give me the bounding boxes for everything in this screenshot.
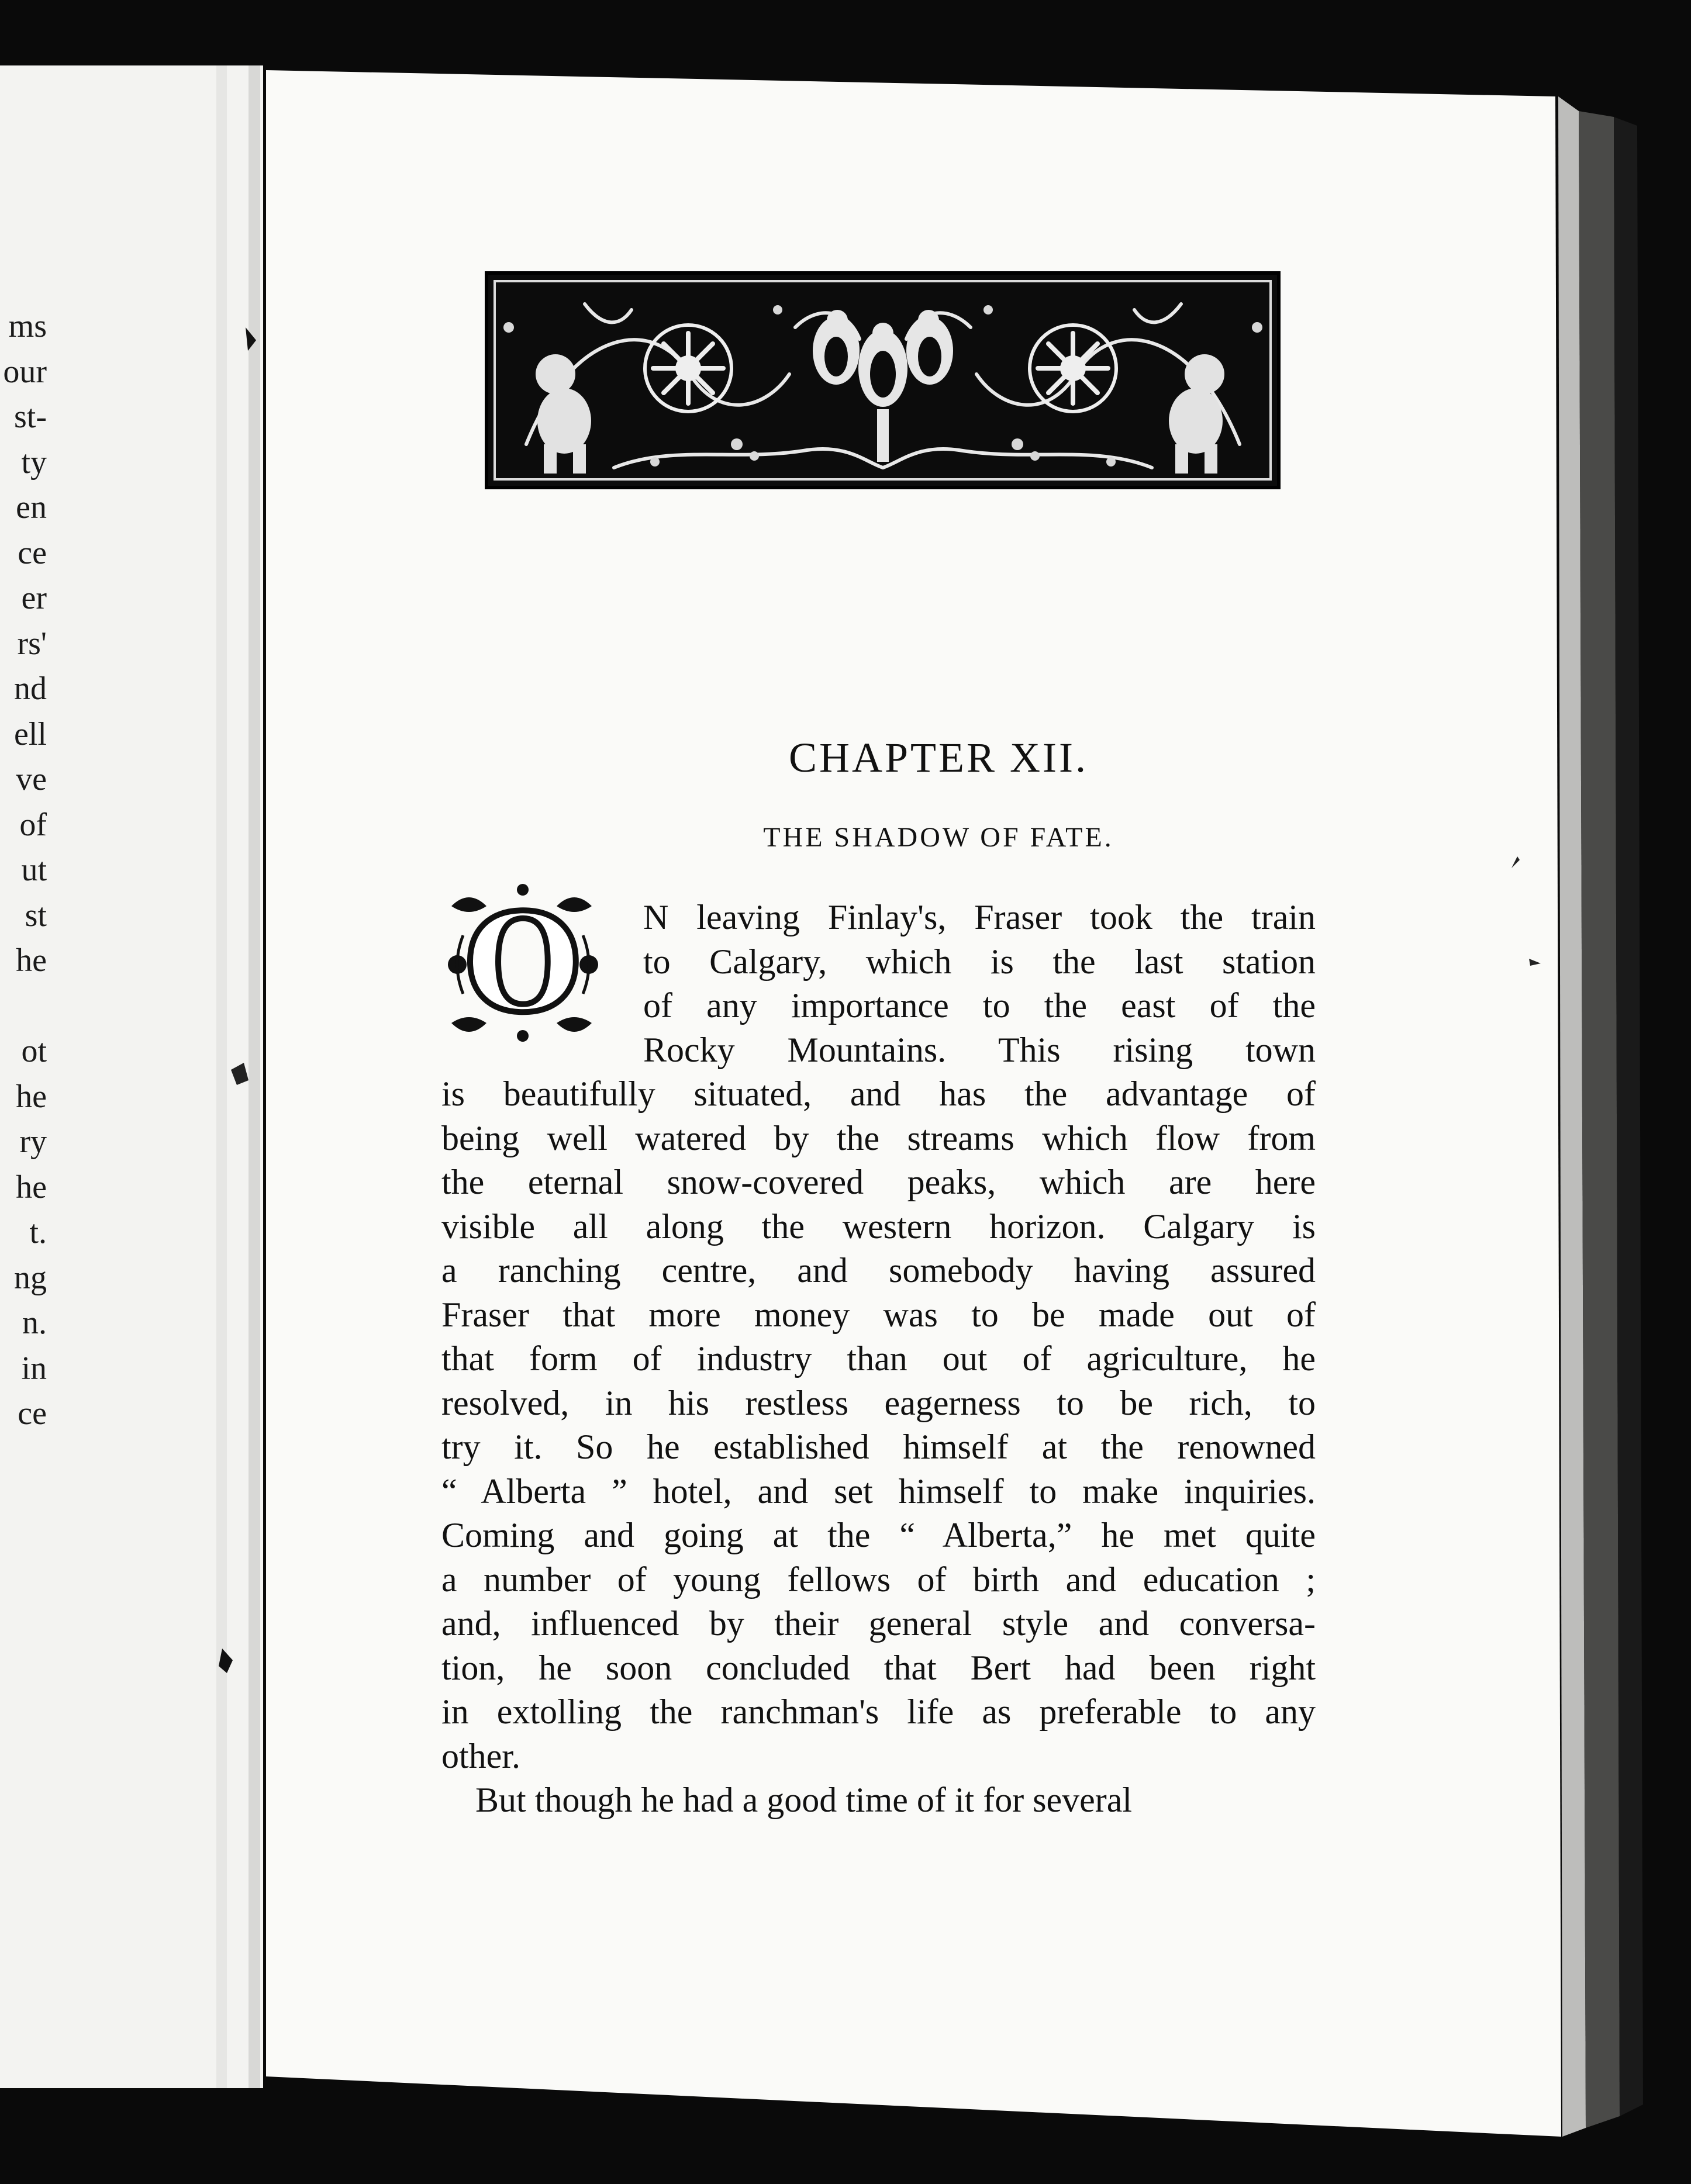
previous-page-fragment: t.	[29, 1214, 47, 1250]
text-line: in extolling the ranchman's life as preferable to any	[441, 1692, 1316, 1731]
text-line: is beautifully situated, and has the advantage of	[441, 1074, 1316, 1113]
text-line: But though he had a good time of it for several	[475, 1781, 1133, 1819]
text-line: the eternal snow-covered peaks, which are here	[441, 1163, 1316, 1201]
text-line: Fraser that more money was to be made out of	[441, 1295, 1316, 1334]
previous-page-fragment: our	[3, 353, 47, 390]
previous-page-fragment: ce	[18, 534, 47, 571]
previous-page-fragment: ve	[16, 761, 47, 797]
previous-page-fragment: er	[21, 580, 47, 616]
text-line: a number of young fellows of birth and education ;	[441, 1560, 1316, 1599]
previous-page-fragment: n.	[22, 1305, 47, 1341]
drop-cap-letter: O	[464, 884, 582, 1042]
text-line: being well watered by the streams which flow from	[441, 1118, 1316, 1157]
previous-page-fragment: rs'	[17, 625, 47, 662]
previous-page-fragment: st	[25, 897, 47, 934]
previous-page-fragment: st-	[14, 399, 47, 435]
previous-page-fragment: ot	[21, 1033, 47, 1069]
previous-page-fragment: ell	[14, 716, 47, 752]
text-line: that form of industry than out of agriculture, he	[441, 1339, 1316, 1378]
text-line: and, influenced by their general style and conversa-	[441, 1604, 1316, 1643]
previous-page-fragment: in	[21, 1350, 47, 1387]
text-line: other.	[441, 1736, 520, 1775]
previous-page-fragment: ty	[21, 444, 47, 481]
previous-page-fragment: ce	[18, 1395, 47, 1432]
previous-page-text	[0, 304, 47, 1437]
left-rosette	[645, 325, 731, 412]
chapter-title: CHAPTER XII.	[789, 734, 1088, 781]
previous-page-fragment: nd	[14, 671, 47, 707]
text-line: tion, he soon concluded that Bert had been right	[441, 1648, 1316, 1687]
previous-page-fragment: he	[16, 1078, 47, 1115]
text-line: a ranching centre, and somebody having assured	[441, 1251, 1316, 1290]
text-line: N leaving Finlay's, Fraser took the train	[643, 898, 1316, 937]
text-line: Coming and going at the “ Alberta,” he met quite	[441, 1516, 1316, 1554]
right-rosette	[1030, 325, 1116, 412]
text-line: of any importance to the east of the	[643, 986, 1316, 1025]
text-line: Rocky Mountains. This rising town	[643, 1030, 1316, 1069]
text-line: “ Alberta ” hotel, and set himself to make inquiries.	[441, 1471, 1316, 1511]
chapter-body	[441, 896, 1316, 1823]
previous-page-fragment: en	[16, 489, 47, 526]
previous-page-fragment: ms	[8, 308, 47, 344]
previous-page-fragment	[0, 984, 47, 1029]
chapter-subtitle: THE SHADOW OF FATE.	[763, 822, 1114, 853]
previous-page-fragment: ut	[21, 852, 47, 888]
previous-page-fragment: ng	[14, 1259, 47, 1296]
previous-page-fragment: of	[19, 806, 47, 843]
previous-page-fragment: he	[16, 1169, 47, 1205]
text-line: to Calgary, which is the last station	[643, 942, 1316, 981]
text-line: visible all along the western horizon. Calgary is	[441, 1207, 1316, 1246]
previous-page-fragment: ry	[19, 1124, 47, 1160]
text-line: resolved, in his restless eagerness to be rich, to	[441, 1383, 1316, 1422]
ornamental-headpiece	[486, 273, 1279, 488]
previous-page-fragment: he	[16, 942, 47, 979]
text-line: try it. So he established himself at the renowned	[441, 1428, 1316, 1466]
